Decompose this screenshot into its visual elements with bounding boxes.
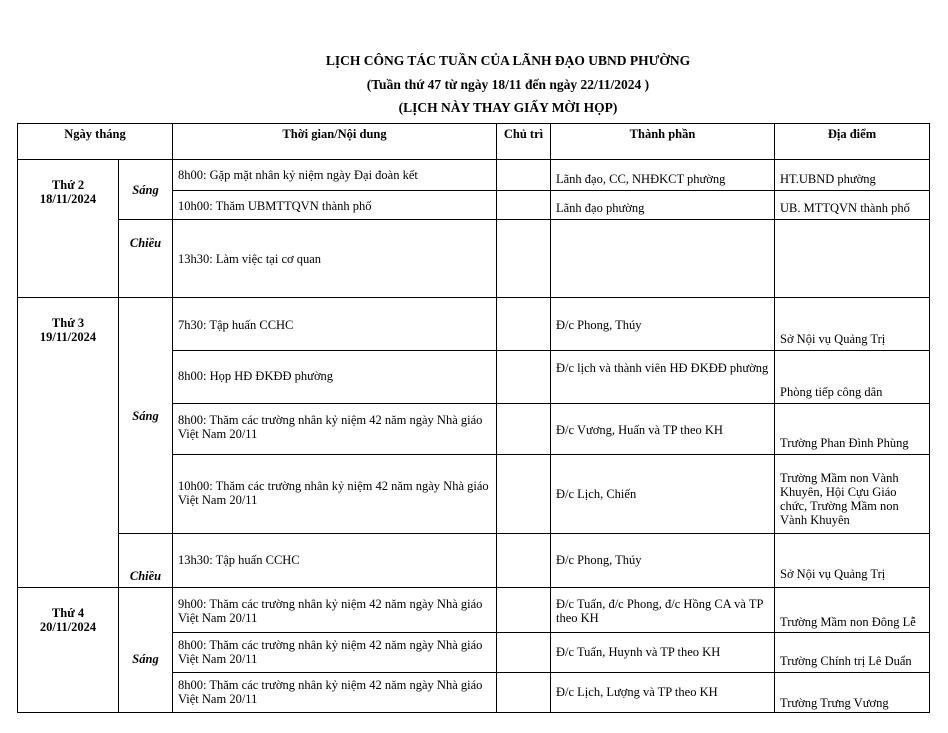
location-cell: Trường Chính trị Lê Duẩn [775,633,930,673]
day-cell [18,588,119,713]
location-cell [775,220,930,298]
chair-cell [497,351,551,404]
table-header-row [18,124,930,160]
content-cell: 7h30: Tập huấn CCHC [173,298,497,351]
participants-cell: Đ/c Phong, Thúy [551,298,775,351]
location-cell: Trường Trưng Vương [775,673,930,713]
day-name: Thứ 4 [51,606,85,620]
header-participants: Thành phần [551,124,775,160]
schedule-subtitle: (Tuần thứ 47 từ ngày 18/11 đến ngày 22/11/2024 ) [366,77,650,92]
table-row [18,298,930,351]
header-day: Ngày tháng [18,124,173,160]
participants-cell: Đ/c Lịch, Lượng và TP theo KH [551,673,775,713]
chair-cell [497,633,551,673]
header-chair: Chủ trì [497,124,551,160]
content-cell: 8h00: Thăm các trường nhân kỷ niệm 42 năm ngày Nhà giáo Việt Nam 20/11 [173,404,497,455]
header-content: Thời gian/Nội dung [173,124,497,160]
chair-cell [497,534,551,588]
session-morning: Sáng [119,588,173,713]
session-morning: Sáng [119,160,173,220]
participants-cell: Lãnh đạo, CC, NHĐKCT phường [551,160,775,191]
chair-cell [497,673,551,713]
location-cell: Sở Nội vụ Quảng Trị [775,534,930,588]
location-cell: Sở Nội vụ Quảng Trị [775,298,930,351]
schedule-title: LỊCH CÔNG TÁC TUẦN CỦA LÃNH ĐẠO UBND PHƯỜNG [325,53,691,68]
content-cell: 8h00: Thăm các trường nhân kỷ niệm 42 năm ngày Nhà giáo Việt Nam 20/11 [173,673,497,713]
location-cell: Trường Mầm non Đông Lễ [775,588,930,633]
day-date: 20/11/2024 [39,620,97,634]
day-cell [18,160,119,298]
table-row [18,220,930,298]
content-cell: 8h00: Họp HĐ ĐKĐĐ phường [173,351,497,404]
chair-cell [497,298,551,351]
participants-cell: Đ/c lịch và thành viên HĐ ĐKĐĐ phường [551,351,775,404]
day-date: 18/11/2024 [39,192,97,206]
day-cell [18,298,119,588]
participants-cell [551,220,775,298]
content-cell: 10h00: Thăm UBMTTQVN thành phố [173,191,497,220]
content-cell: 10h00: Thăm các trường nhân kỷ niệm 42 năm ngày Nhà giáo Việt Nam 20/11 [173,455,497,534]
header-location: Địa điểm [775,124,930,160]
participants-cell: Lãnh đạo phường [551,191,775,220]
day-date: 19/11/2024 [39,330,97,344]
content-cell: 13h30: Tập huấn CCHC [173,534,497,588]
participants-cell: Đ/c Phong, Thúy [551,534,775,588]
schedule-table [17,123,930,713]
chair-cell [497,160,551,191]
location-cell: HT.UBND phường [775,160,930,191]
table-row [18,588,930,633]
participants-cell: Đ/c Tuấn, Huynh và TP theo KH [551,633,775,673]
location-cell: Phòng tiếp công dân [775,351,930,404]
table-row [18,534,930,588]
chair-cell [497,455,551,534]
chair-cell [497,191,551,220]
session-afternoon: Chiều [119,534,173,588]
chair-cell [497,588,551,633]
day-name: Thứ 2 [51,178,85,192]
session-morning: Sáng [119,298,173,534]
content-cell: 8h00: Thăm các trường nhân kỷ niệm 42 năm ngày Nhà giáo Việt Nam 20/11 [173,633,497,673]
chair-cell [497,404,551,455]
chair-cell [497,220,551,298]
location-cell: Trường Phan Đình Phùng [775,404,930,455]
content-cell: 8h00: Gặp mặt nhân kỷ niệm ngày Đại đoàn kết [173,160,497,191]
participants-cell: Đ/c Lịch, Chiến [551,455,775,534]
location-cell: Trường Mầm non Vành Khuyên, Hội Cựu Giáo chức, Trường Mầm non Vành Khuyên [775,455,930,534]
content-cell: 13h30: Làm việc tại cơ quan [173,220,497,298]
session-afternoon: Chiều [119,220,173,298]
participants-cell: Đ/c Vương, Huấn và TP theo KH [551,404,775,455]
location-cell: UB. MTTQVN thành phố [775,191,930,220]
schedule-note: (LỊCH NÀY THAY GIẤY MỜI HỌP) [398,100,618,115]
table-row [18,160,930,191]
day-name: Thứ 3 [51,316,85,330]
participants-cell: Đ/c Tuấn, đ/c Phong, đ/c Hồng CA và TP theo KH [551,588,775,633]
content-cell: 9h00: Thăm các trường nhân kỷ niệm 42 năm ngày Nhà giáo Việt Nam 20/11 [173,588,497,633]
